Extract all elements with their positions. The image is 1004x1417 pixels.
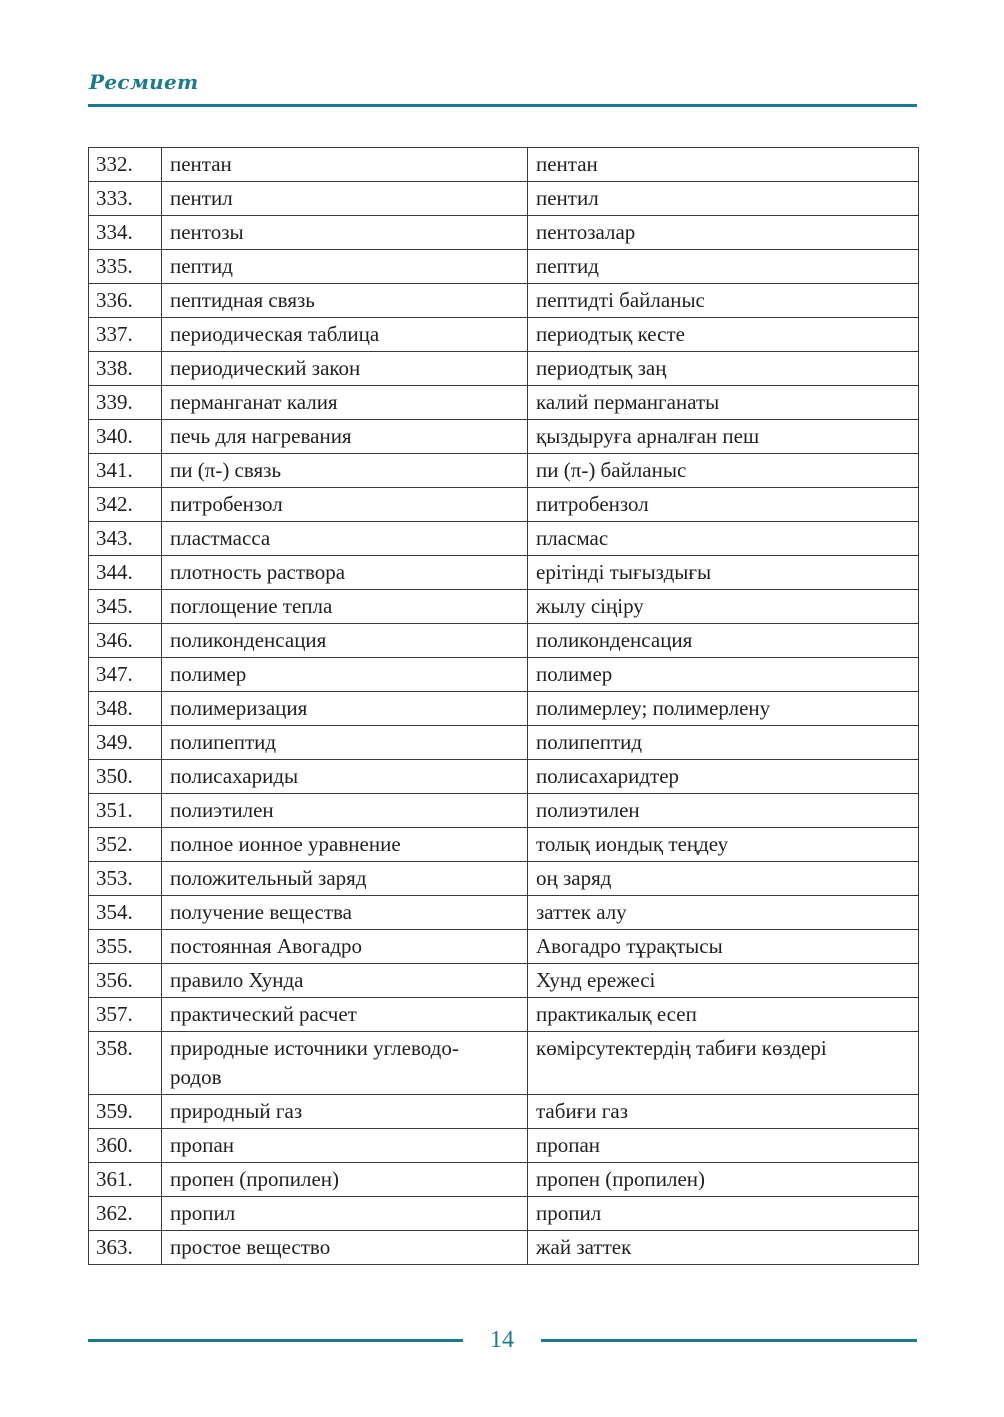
term-number-cell: 334. — [89, 216, 162, 250]
russian-term-cell: пропил — [162, 1197, 528, 1231]
russian-term-cell: природные источники углеводо- родов — [162, 1032, 528, 1095]
table-row — [89, 862, 919, 896]
table-row — [89, 1163, 919, 1197]
footer-divider-left — [88, 1339, 463, 1342]
table-row — [89, 1032, 919, 1095]
term-number-cell: 336. — [89, 284, 162, 318]
kazakh-term-cell: питробензол — [528, 488, 919, 522]
table-row — [89, 1129, 919, 1163]
term-number-cell: 358. — [89, 1032, 162, 1095]
table-row — [89, 896, 919, 930]
russian-term-cell: полимер — [162, 658, 528, 692]
russian-term-cell: полисахариды — [162, 760, 528, 794]
kazakh-term-cell: поликонденсация — [528, 624, 919, 658]
term-number-cell: 354. — [89, 896, 162, 930]
term-number-cell: 352. — [89, 828, 162, 862]
kazakh-term-cell: пропил — [528, 1197, 919, 1231]
term-number-cell: 356. — [89, 964, 162, 998]
kazakh-term-cell: көмірсутектердің табиғи көздері — [528, 1032, 919, 1095]
term-number-cell: 346. — [89, 624, 162, 658]
russian-term-cell: пропен (пропилен) — [162, 1163, 528, 1197]
kazakh-term-cell: периодтық заң — [528, 352, 919, 386]
russian-term-cell: поликонденсация — [162, 624, 528, 658]
table-row — [89, 726, 919, 760]
table-row — [89, 794, 919, 828]
kazakh-term-cell: қыздыруға арналған пеш — [528, 420, 919, 454]
kazakh-term-cell: пи (π-) байланыс — [528, 454, 919, 488]
term-number-cell: 361. — [89, 1163, 162, 1197]
term-number-cell: 335. — [89, 250, 162, 284]
table-row — [89, 352, 919, 386]
table-row — [89, 148, 919, 182]
kazakh-term-cell: Хунд ережесі — [528, 964, 919, 998]
glossary-table — [88, 147, 919, 1265]
russian-term-cell: положительный заряд — [162, 862, 528, 896]
table-row — [89, 624, 919, 658]
term-number-cell: 348. — [89, 692, 162, 726]
term-number-cell: 360. — [89, 1129, 162, 1163]
term-number-cell: 332. — [89, 148, 162, 182]
kazakh-term-cell: пропан — [528, 1129, 919, 1163]
term-number-cell: 359. — [89, 1095, 162, 1129]
term-number-cell: 351. — [89, 794, 162, 828]
footer-divider-right — [541, 1339, 917, 1342]
table-row — [89, 318, 919, 352]
table-row — [89, 488, 919, 522]
term-number-cell: 347. — [89, 658, 162, 692]
term-number-cell: 341. — [89, 454, 162, 488]
table-row — [89, 1095, 919, 1129]
kazakh-term-cell: оң заряд — [528, 862, 919, 896]
term-number-cell: 338. — [89, 352, 162, 386]
russian-term-cell: пентил — [162, 182, 528, 216]
table-row — [89, 284, 919, 318]
page-header-title: Ресмиет — [89, 70, 199, 94]
table-row — [89, 998, 919, 1032]
russian-term-cell: пентозы — [162, 216, 528, 250]
russian-term-cell: пластмасса — [162, 522, 528, 556]
term-number-cell: 333. — [89, 182, 162, 216]
term-number-cell: 343. — [89, 522, 162, 556]
term-number-cell: 353. — [89, 862, 162, 896]
russian-term-cell: правило Хунда — [162, 964, 528, 998]
table-row — [89, 658, 919, 692]
russian-term-cell: пептидная связь — [162, 284, 528, 318]
kazakh-term-cell: пентил — [528, 182, 919, 216]
russian-term-cell: питробензол — [162, 488, 528, 522]
kazakh-term-cell: толық иондық теңдеу — [528, 828, 919, 862]
table-row — [89, 522, 919, 556]
kazakh-term-cell: заттек алу — [528, 896, 919, 930]
kazakh-term-cell: пласмас — [528, 522, 919, 556]
term-number-cell: 357. — [89, 998, 162, 1032]
term-number-cell: 345. — [89, 590, 162, 624]
kazakh-term-cell: пептидті байланыс — [528, 284, 919, 318]
russian-term-cell: полимеризация — [162, 692, 528, 726]
glossary-table-body — [89, 148, 919, 1265]
russian-term-cell: перманганат калия — [162, 386, 528, 420]
kazakh-term-cell: периодтық кесте — [528, 318, 919, 352]
page-number: 14 — [490, 1327, 514, 1353]
term-number-cell: 344. — [89, 556, 162, 590]
kazakh-term-cell: калий перманганаты — [528, 386, 919, 420]
table-row — [89, 828, 919, 862]
kazakh-term-cell: полиэтилен — [528, 794, 919, 828]
table-row — [89, 250, 919, 284]
kazakh-term-cell: полимер — [528, 658, 919, 692]
table-row — [89, 930, 919, 964]
kazakh-term-cell: пептид — [528, 250, 919, 284]
table-row — [89, 1197, 919, 1231]
table-row — [89, 420, 919, 454]
russian-term-cell: печь для нагревания — [162, 420, 528, 454]
term-number-cell: 355. — [89, 930, 162, 964]
russian-term-cell: пентан — [162, 148, 528, 182]
term-number-cell: 339. — [89, 386, 162, 420]
term-number-cell: 349. — [89, 726, 162, 760]
russian-term-cell: плотность раствора — [162, 556, 528, 590]
kazakh-term-cell: пентан — [528, 148, 919, 182]
russian-term-cell: природный газ — [162, 1095, 528, 1129]
term-number-cell: 337. — [89, 318, 162, 352]
russian-term-cell: поглощение тепла — [162, 590, 528, 624]
table-row — [89, 182, 919, 216]
kazakh-term-cell: практикалық есеп — [528, 998, 919, 1032]
russian-term-cell: получение вещества — [162, 896, 528, 930]
kazakh-term-cell: пентозалар — [528, 216, 919, 250]
term-number-cell: 363. — [89, 1231, 162, 1265]
russian-term-cell: периодический закон — [162, 352, 528, 386]
table-row — [89, 1231, 919, 1265]
term-number-cell: 350. — [89, 760, 162, 794]
russian-term-cell: простое вещество — [162, 1231, 528, 1265]
russian-term-cell: пи (π-) связь — [162, 454, 528, 488]
term-number-cell: 342. — [89, 488, 162, 522]
kazakh-term-cell: полипептид — [528, 726, 919, 760]
kazakh-term-cell: Авогадро тұрақтысы — [528, 930, 919, 964]
table-row — [89, 760, 919, 794]
table-row — [89, 216, 919, 250]
kazakh-term-cell: пропен (пропилен) — [528, 1163, 919, 1197]
russian-term-cell: полиэтилен — [162, 794, 528, 828]
kazakh-term-cell: полимерлеу; полимерлену — [528, 692, 919, 726]
russian-term-cell: полипептид — [162, 726, 528, 760]
kazakh-term-cell: ерітінді тығыздығы — [528, 556, 919, 590]
russian-term-cell: практический расчет — [162, 998, 528, 1032]
kazakh-term-cell: жай заттек — [528, 1231, 919, 1265]
term-number-cell: 340. — [89, 420, 162, 454]
table-row — [89, 964, 919, 998]
header-divider — [88, 104, 917, 107]
table-row — [89, 590, 919, 624]
table-row — [89, 386, 919, 420]
kazakh-term-cell: полисахаридтер — [528, 760, 919, 794]
russian-term-cell: полное ионное уравнение — [162, 828, 528, 862]
table-row — [89, 454, 919, 488]
term-number-cell: 362. — [89, 1197, 162, 1231]
table-row — [89, 556, 919, 590]
russian-term-cell: постоянная Авогадро — [162, 930, 528, 964]
kazakh-term-cell: жылу сіңіру — [528, 590, 919, 624]
kazakh-term-cell: табиғи газ — [528, 1095, 919, 1129]
table-row — [89, 692, 919, 726]
russian-term-cell: периодическая таблица — [162, 318, 528, 352]
russian-term-cell: пептид — [162, 250, 528, 284]
russian-term-cell: пропан — [162, 1129, 528, 1163]
